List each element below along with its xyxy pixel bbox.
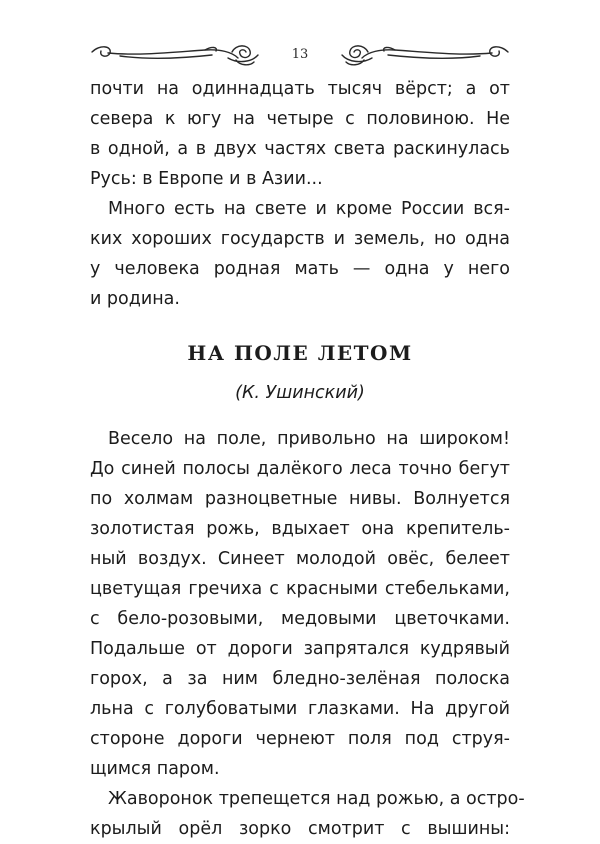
page-content [90, 74, 525, 844]
story-title: НА ПОЛЕ ЛЕТОМ [187, 341, 413, 365]
text-line: с бело-розовыми, медовыми цветочками. [90, 609, 510, 629]
text-line: почти на одиннадцать тысяч вёрст; а от [90, 79, 510, 99]
text-line: Весело на поле, привольно на широком! [108, 429, 510, 449]
text-line: по холмам разноцветные нивы. Волнуется [90, 489, 510, 509]
text-line: Русь: в Европе и в Азии... [90, 169, 323, 189]
text-line: у человека родная мать — одна у него [90, 259, 510, 279]
page-number: 13 [291, 47, 309, 62]
text-line: севера к югу на четыре с половиною. Не [90, 109, 510, 129]
paragraph-3 [90, 424, 510, 784]
page-header [0, 38, 600, 78]
text-line: ный воздух. Синеет молодой овёс, белеет [90, 549, 510, 569]
text-line: горох, а за ним бледно-зелёная полоска [90, 669, 510, 689]
text-line: стороне дороги чернеют поля под струя- [90, 729, 510, 749]
text-line: в одной, а в двух частях света раскинулась [90, 139, 510, 159]
text-line: Много есть на свете и кроме России вся- [108, 199, 510, 219]
text-line: ких хороших государств и земель, но одна [90, 229, 510, 249]
text-line: До синей полосы далёкого леса точно бегут [90, 459, 510, 479]
text-line: Подальше от дороги запрятался кудрявый [90, 639, 510, 659]
paragraph-2 [90, 194, 510, 314]
paragraph-4 [90, 784, 525, 844]
text-line: цветущая гречиха с красными стебельками, [90, 579, 510, 599]
text-line: и родина. [90, 289, 180, 309]
text-line: крылый орёл зорко смотрит с вышины: [90, 819, 510, 839]
text-line: золотистая рожь, вдыхает она крепитель- [90, 519, 510, 539]
story-author: (К. Ушинский) [235, 383, 365, 403]
paragraph-1 [90, 74, 510, 194]
text-line: льна с голубоватыми глазками. На другой [90, 699, 510, 719]
text-line: щимся паром. [90, 759, 220, 779]
text-line: Жаворонок трепещется над рожью, а остро- [108, 789, 525, 809]
